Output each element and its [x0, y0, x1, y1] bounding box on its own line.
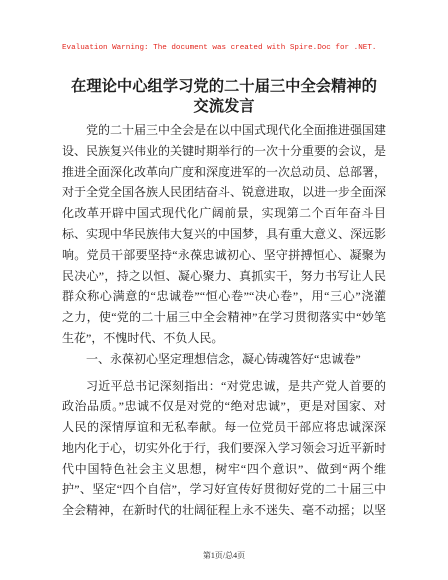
paragraph-line: 群众称心满意的“忠诚卷”“恒心卷”“决心卷”，用“三心”浇灌 — [62, 289, 386, 304]
paragraph-line: 标、实现中华民族伟大复兴的中国梦，具有重大意义、深远影 — [62, 226, 387, 241]
intro-paragraph — [62, 120, 386, 349]
paragraph-line: 政治品质。”忠诚不仅是对党的“绝对忠诚”，更是对国家、对 — [62, 399, 386, 414]
section-paragraph — [62, 376, 386, 522]
paragraph-line: 推进全面深化改革向广度和深度进军的一次总动员、总部署， — [62, 164, 387, 179]
paragraph-line: 护”、坚定“四个自信”，学习好宣传好贯彻好党的二十届三中 — [62, 482, 386, 497]
document-title — [0, 77, 448, 116]
title-line: 交流发言 — [193, 97, 255, 115]
paragraph-line: 人民的深情厚谊和无私奉献。每一位党员干部应将忠诚深深 — [62, 420, 386, 435]
paragraph-line: 设、民族复兴伟业的关键时期举行的一次十分重要的会议，是 — [62, 143, 387, 158]
paragraph-line: 代中国特色社会主义思想，树牢“四个意识”、做到“两个维 — [62, 461, 386, 476]
page-number-footer: 第1页/总4页 — [202, 551, 246, 560]
section-heading — [62, 349, 386, 370]
paragraph-line: 民决心”，持之以恒、凝心聚力、真抓实干，努力书写让人民 — [62, 268, 386, 283]
paragraph-line: 党的二十届三中全会是在以中国式现代化全面推进强国建 — [86, 123, 387, 137]
section-heading-text: 一、永葆初心坚定理想信念，凝心铸魂答好“忠诚卷” — [86, 351, 361, 366]
evaluation-warning: Evaluation Warning: The document was created with Spire.Doc for .NET. — [62, 44, 377, 52]
title-line: 在理论中心组学习党的二十届三中全会精神的 — [71, 78, 377, 95]
paragraph-line: 地内化于心，切实外化于行，我们要深入学习领会习近平新时 — [62, 440, 387, 455]
paragraph-line: 响。党员干部要坚持“永葆忠诚初心、坚守拼搏恒心、凝聚为 — [62, 247, 386, 262]
paragraph-line: 化改革开辟中国式现代化广阔前景，实现第二个百年奋斗目 — [62, 206, 386, 221]
paragraph-line: 生花”，不愧时代、不负人民。 — [62, 330, 224, 345]
paragraph-line: 对于全党全国各族人民团结奋斗、锐意进取，以进一步全面深 — [62, 185, 387, 200]
paragraph-line: 习近平总书记深刻指出：“对党忠诚，是共产党人首要的 — [86, 378, 386, 393]
paragraph-line: 之力，使“党的二十届三中全会精神”在学习贯彻落实中“妙笔 — [62, 310, 386, 325]
paragraph-line: 全会精神，在新时代的壮阔征程上永不迷失、毫不动摇；以坚 — [62, 503, 387, 518]
